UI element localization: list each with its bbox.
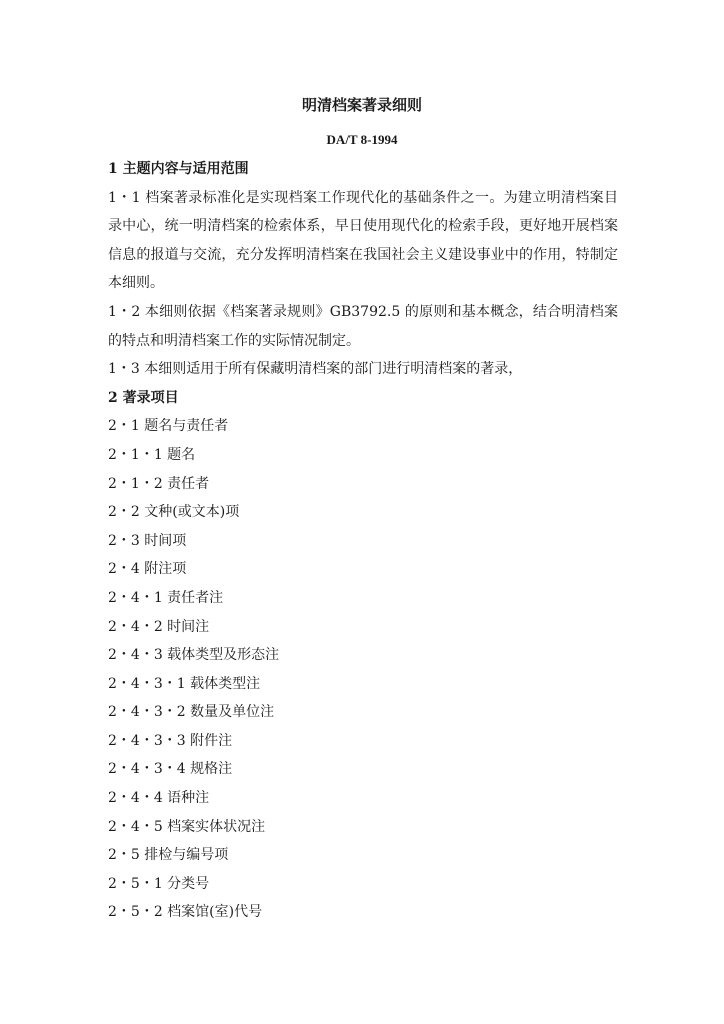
list-item: 2・4・1 责任者注 [108,589,224,606]
list-item: 2・4・3・4 规格注 [108,761,233,778]
section-2-heading: 2 著录项目 [108,389,179,406]
list-item: 2・5・2 档案馆(室)代号 [108,904,263,921]
section-1-heading: 1 主题内容与适用范围 [108,161,249,177]
list-item: 2・1・1 题名 [108,446,196,463]
list-item: 2・2 文种(或文本)项 [108,504,240,521]
list-item: 2・4・3 载体类型及形态注 [108,647,280,664]
item-list [108,412,618,927]
paragraph-1-3: 1・3 本细则适用于所有保藏明清档案的部门进行明清档案的著录， [108,361,523,378]
list-item: 2・1 题名与责任者 [108,418,229,435]
list-item: 2・4・3・2 数量及单位注 [108,704,275,721]
list-item: 2・4・5 档案实体状况注 [108,818,266,835]
list-item: 2・4・2 时间注 [108,618,210,635]
standard-code: DA/T 8-1994 [326,132,398,147]
list-item: 2・4 附注项 [108,561,187,578]
list-item: 2・4・3・3 附件注 [108,732,233,749]
list-item: 2・5・1 分类号 [108,875,210,892]
list-item: 2・3 时间项 [108,532,187,549]
list-item: 2・4・4 语种注 [108,790,210,807]
paragraph-1-2: 1・2 本细则依据《档案著录规则》GB3792.5 的原则和基本概念，结合明清档案的特点和明清档案工作的实际情况制定。 [108,303,618,349]
list-item: 2・1・2 责任者 [108,475,210,492]
list-item: 2・5 排检与编号项 [108,847,229,864]
list-item: 2・4・3・1 载体类型注 [108,675,261,692]
document-title: 明清档案著录细则 [301,96,422,114]
paragraph-1-1: 1・1 档案著录标准化是实现档案工作现代化的基础条件之一。为建立明清档案目录中心，统一明清档案的检索体系，早日使用现代化的检索手段，更好地开展档案信息的报道与交流，充分发挥明清档案在我国社会主义建设事业中的作用，特制定本细则。 [108,189,618,292]
document-body [108,155,618,927]
